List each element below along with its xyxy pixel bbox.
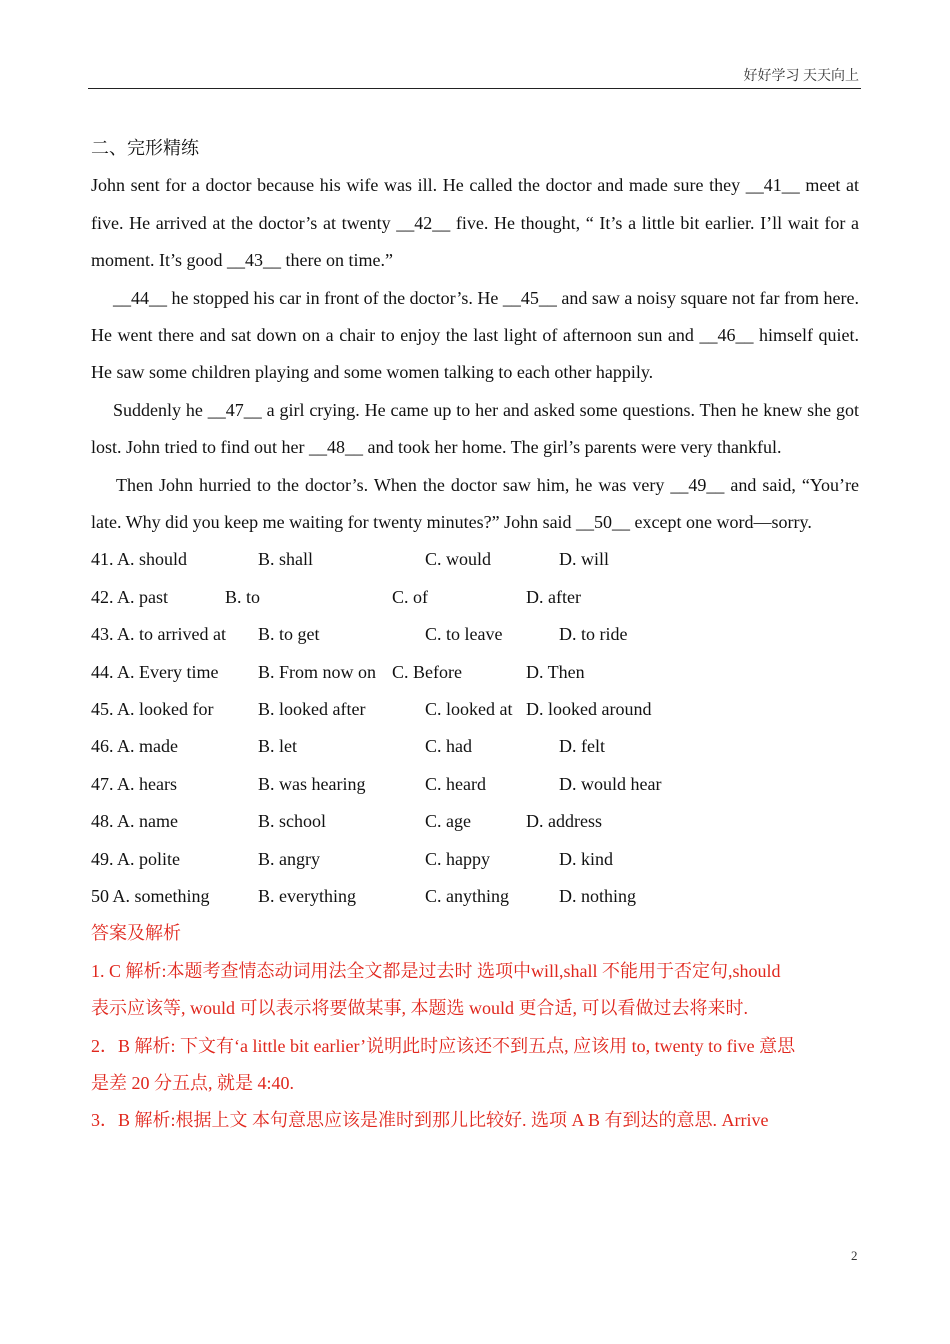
answers-title: 答案及解析: [91, 923, 181, 944]
option-b: B. school: [258, 811, 327, 832]
option-c: C. would: [425, 549, 492, 570]
option-a: 43. A. to arrived at: [91, 624, 226, 645]
option-d: D. to ride: [559, 624, 628, 645]
option-c: C. anything: [425, 885, 509, 906]
option-b: B. everything: [258, 885, 356, 906]
option-d: D. nothing: [559, 885, 637, 906]
answer-line: 3．B 解析:根据上文 本句意思应该是准时到那儿比较好. 选项 A B 有到达的意思. Arrive: [91, 1110, 769, 1131]
option-d: D. felt: [559, 736, 605, 757]
section-title: 二、完形精练: [91, 138, 199, 158]
option-d: D. would hear: [559, 773, 662, 794]
answer-line: 2．B 解析: 下文有‘a little bit earlier’说明此时应该还不到五点, 应该用 to, twenty to five 意思: [91, 1035, 796, 1056]
option-d: D. will: [559, 549, 610, 570]
option-d: D. after: [526, 586, 581, 607]
option-a: 49. A. polite: [91, 848, 180, 869]
option-d: D. Then: [526, 661, 585, 682]
option-c: C. Before: [392, 661, 462, 682]
option-c: C. happy: [425, 848, 490, 869]
option-d: D. address: [526, 811, 602, 832]
option-a: 41. A. should: [91, 549, 188, 570]
question-44: [91, 654, 859, 691]
option-c: C. had: [425, 736, 472, 757]
option-c: C. to leave: [425, 624, 503, 645]
passage-paragraph-4: Then John hurried to the doctor’s. When the doctor saw him, he was very __49__ and said, “You’re late. Why did you keep me waiting for twenty minutes?” John said __50__ except one word—sorry.: [91, 474, 859, 533]
answer-line: 是差 20 分五点, 就是 4:40.: [91, 1073, 295, 1093]
question-48: [91, 803, 859, 840]
option-c: C. of: [392, 586, 428, 607]
passage-paragraph-2: __44__ he stopped his car in front of the doctor’s. He __45__ and saw a noisy square not far from here. He went there and sat down on a chair to enjoy the last light of afternoon sun and __46__ himself quiet. He saw some children playing and some women talking to each other happily.: [91, 287, 859, 383]
answer-line: 表示应该等, would 可以表示将要做某事, 本题选 would 更合适, 可以看做过去将来时.: [91, 998, 748, 1019]
option-c: C. looked at: [425, 699, 513, 720]
question-41: [91, 541, 859, 578]
answer-line: 1. C 解析:本题考查情态动词用法全文都是过去时 选项中will,shall 不能用于否定句,should: [91, 960, 781, 981]
option-d: D. looked around: [526, 699, 652, 720]
passage-paragraph-3: Suddenly he __47__ a girl crying. He came up to her and asked some questions. Then he knew she got lost. John tried to find out her __48__ and took her home. The girl’s parents were very thankful.: [91, 399, 859, 458]
option-b: B. was hearing: [258, 773, 366, 794]
option-b: B. shall: [258, 549, 314, 570]
page-number: 2: [851, 1248, 858, 1263]
option-a: 45. A. looked for: [91, 699, 214, 720]
passage-paragraph-1: John sent for a doctor because his wife was ill. He called the doctor and made sure they __41__ meet at five. He arrived at the doctor’s at twenty __42__ five. He thought, “ It’s a little bit earlier. I’ll wait for a moment. It’s good __43__ there on time.”: [91, 175, 859, 271]
question-46: [91, 728, 859, 765]
question-49: [91, 841, 859, 878]
header-motto: 好好学习 天天向上: [743, 69, 859, 84]
option-b: B. From now on: [258, 661, 377, 682]
option-c: C. age: [425, 811, 471, 832]
question-42: [91, 579, 859, 616]
question-47: [91, 766, 859, 803]
page-header: [88, 66, 861, 89]
option-b: B. to get: [258, 624, 320, 645]
option-a: 42. A. past: [91, 586, 169, 607]
option-a: 50 A. something: [91, 885, 210, 906]
option-b: B. to: [225, 586, 261, 607]
option-a: 47. A. hears: [91, 773, 177, 794]
option-a: 44. A. Every time: [91, 661, 219, 682]
option-d: D. kind: [559, 848, 613, 869]
question-45: [91, 691, 859, 728]
question-43: [91, 616, 859, 653]
option-b: B. looked after: [258, 699, 366, 720]
document-body: [91, 130, 859, 1140]
option-a: 48. A. name: [91, 811, 178, 832]
question-50: [91, 878, 859, 915]
option-b: B. angry: [258, 848, 320, 869]
option-a: 46. A. made: [91, 736, 178, 757]
option-b: B. let: [258, 736, 297, 757]
option-c: C. heard: [425, 773, 486, 794]
